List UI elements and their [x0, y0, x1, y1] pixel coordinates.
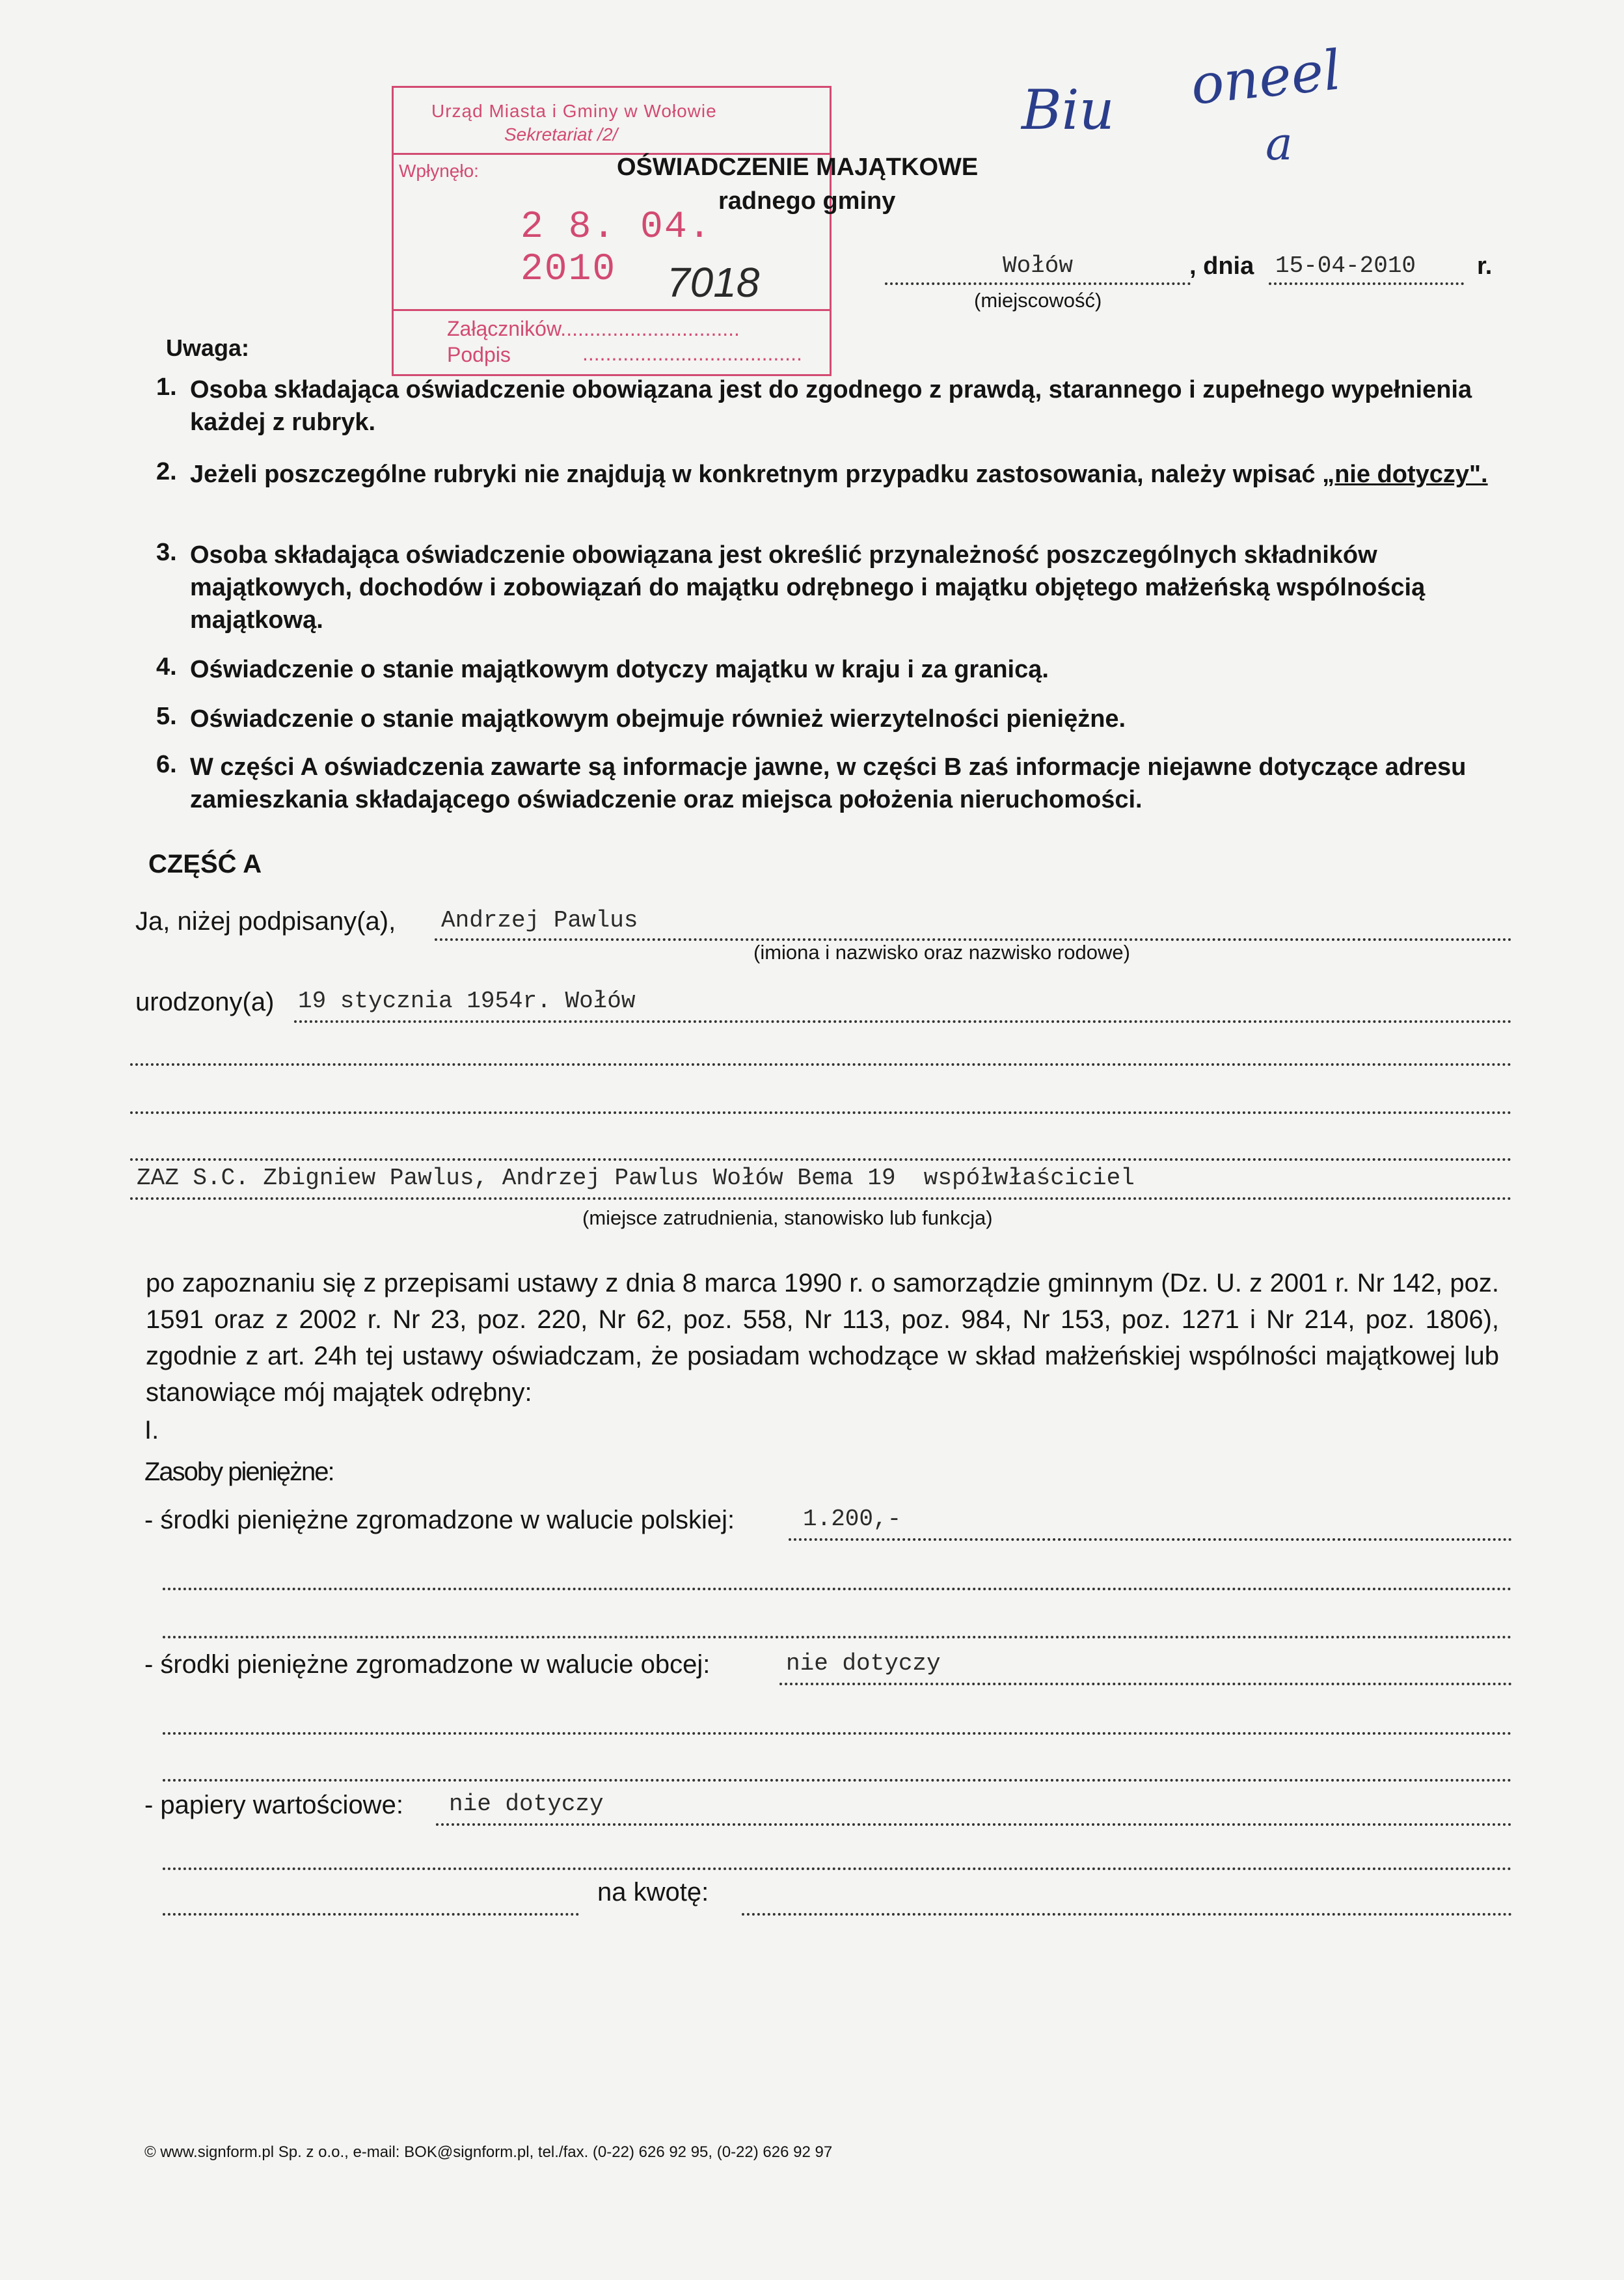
document-subtitle: radnego gminy	[718, 187, 896, 215]
born-continuation-line	[130, 1035, 1512, 1066]
amount-field	[742, 1884, 1512, 1916]
stamp-received-label: Wpłynęło:	[399, 161, 479, 181]
registry-stamp	[392, 86, 832, 376]
name-label: Ja, niżej podpisany(a),	[135, 907, 396, 936]
date-label: , dnia	[1189, 252, 1254, 280]
date-suffix: r.	[1477, 252, 1493, 280]
amount-leading-line	[163, 1884, 579, 1916]
place-value: Wołów	[1002, 252, 1074, 279]
note-item	[156, 653, 1516, 686]
born-field	[294, 988, 1512, 1023]
foreign-field	[779, 1650, 1512, 1685]
stamp-signature-dots: ......................................	[582, 342, 802, 365]
amount-label: na kwotę:	[597, 1878, 709, 1907]
blank-line	[163, 1703, 1512, 1735]
name-value: Andrzej Pawlus	[441, 907, 638, 934]
securities-label: - papiery wartościowe:	[144, 1791, 403, 1819]
stamp-registration-number: 7018	[667, 259, 760, 306]
blank-line	[163, 1750, 1512, 1782]
note-item	[156, 751, 1516, 816]
note-number: 4.	[156, 653, 177, 681]
name-caption: (imiona i nazwisko oraz nazwisko rodowe)	[753, 941, 1130, 964]
employment-field	[130, 1165, 1512, 1200]
note-text: Oświadczenie o stanie majątkowym dotyczy majątku w kraju i za granicą.	[190, 656, 1049, 683]
note-item	[156, 539, 1516, 636]
handwritten-note-oneel: oneel	[1187, 38, 1344, 117]
note-text-main: Jeżeli poszczególne rubryki nie znajdują w konkretnym przypadku zastosowania, należy wpisać	[190, 461, 1323, 488]
note-text	[190, 458, 1516, 491]
statement-paragraph: po zapoznaniu się z przepisami ustawy z dnia 8 marca 1990 r. o samorządzie gminnym (Dz. U. z 2001 r. Nr 142, poz. 1591 oraz z 2002 r. Nr 23, poz. 220, Nr 62, poz. 558, Nr 113, poz. 984, Nr 153, poz. 1271 i Nr 214, poz. 1806), zgodnie z art. 24h tej ustawy oświadczam, że posiadam wchodzące w skład małżeńskiej wspólności majątkowej lub stanowiące mój majątek odrębny:	[146, 1269, 1499, 1407]
note-text: Oświadczenie o stanie majątkowym obejmuje również wierzytelności pieniężne.	[190, 705, 1126, 733]
stamp-office-line2: Sekretariat /2/	[504, 124, 618, 144]
document-title: OŚWIADCZENIE MAJĄTKOWE	[617, 154, 979, 181]
note-item	[156, 458, 1516, 491]
date-field	[1269, 252, 1464, 285]
employment-value: ZAZ S.C. Zbigniew Pawlus, Andrzej Pawlus Wołów Bema 19 współwłaściciel	[137, 1165, 1135, 1191]
name-field	[435, 907, 1512, 941]
blank-line	[163, 1839, 1512, 1870]
foreign-label: - środki pieniężne zgromadzone w walucie obcej:	[144, 1650, 710, 1679]
securities-value: nie dotyczy	[449, 1791, 604, 1817]
born-label: urodzony(a)	[135, 988, 275, 1016]
section-heading: Zasoby pieniężne:	[144, 1458, 334, 1486]
part-a-heading: CZĘŚĆ A	[148, 850, 262, 878]
stamp-attachments-label: Załączników...............................	[447, 317, 740, 340]
section-roman-number: I.	[144, 1416, 159, 1445]
note-item	[156, 373, 1516, 439]
note-text: Osoba składająca oświadczenie obowiązana jest określić przynależność poszczególnych składników majątkowych, dochodów i zobowiązań do majątku odrębnego i majątku objętego małżeńską wspólnością majątkową.	[190, 541, 1426, 634]
note-text-emphasis: „nie dotyczy".	[1322, 461, 1488, 488]
employment-caption: (miejsce zatrudnienia, stanowisko lub funkcja)	[582, 1206, 993, 1229]
handwritten-note-biu: Biu	[1022, 78, 1115, 142]
date-value: 15-04-2010	[1275, 252, 1416, 279]
stamp-office-line1: Urząd Miasta i Gminy w Wołowie	[431, 101, 717, 121]
pln-label: - środki pieniężne zgromadzone w walucie polskiej:	[144, 1506, 735, 1534]
place-caption: (miejscowość)	[974, 289, 1102, 312]
blank-line	[163, 1559, 1512, 1590]
note-number: 6.	[156, 751, 177, 778]
place-field	[885, 252, 1191, 285]
handwritten-note-a: a	[1265, 117, 1293, 170]
note-item	[156, 703, 1516, 735]
foreign-value: nie dotyczy	[786, 1650, 941, 1677]
securities-field	[436, 1791, 1512, 1826]
blank-line	[130, 1130, 1512, 1161]
stamp-signature-label: Podpis	[447, 343, 511, 366]
note-number: 1.	[156, 373, 177, 401]
notes-heading: Uwaga:	[166, 334, 250, 361]
born-value: 19 stycznia 1954r. Wołów	[298, 988, 636, 1014]
blank-line	[130, 1083, 1512, 1114]
note-number: 3.	[156, 539, 177, 566]
note-number: 2.	[156, 458, 177, 485]
note-number: 5.	[156, 703, 177, 730]
stamp-received-date: 2 8. 04. 2010	[521, 206, 712, 291]
stamp-divider	[394, 309, 830, 311]
pln-field	[789, 1506, 1512, 1541]
pln-value: 1.200,-	[803, 1506, 902, 1532]
note-text: W części A oświadczenia zawarte są informacje jawne, w części B zaś informacje niejawne dotyczące adresu zamieszkania składającego oświadczenie oraz miejsca położenia nieruchomości.	[190, 753, 1467, 813]
footer-text: © www.signform.pl Sp. z o.o., e-mail: BOK@signform.pl, tel./fax. (0-22) 626 92 95, (0-22) 626 92 97	[144, 2143, 833, 2161]
blank-line	[163, 1607, 1512, 1638]
note-text: Osoba składająca oświadczenie obowiązana jest do zgodnego z prawdą, starannego i zupełnego wypełnienia każdej z rubryk.	[190, 376, 1472, 436]
